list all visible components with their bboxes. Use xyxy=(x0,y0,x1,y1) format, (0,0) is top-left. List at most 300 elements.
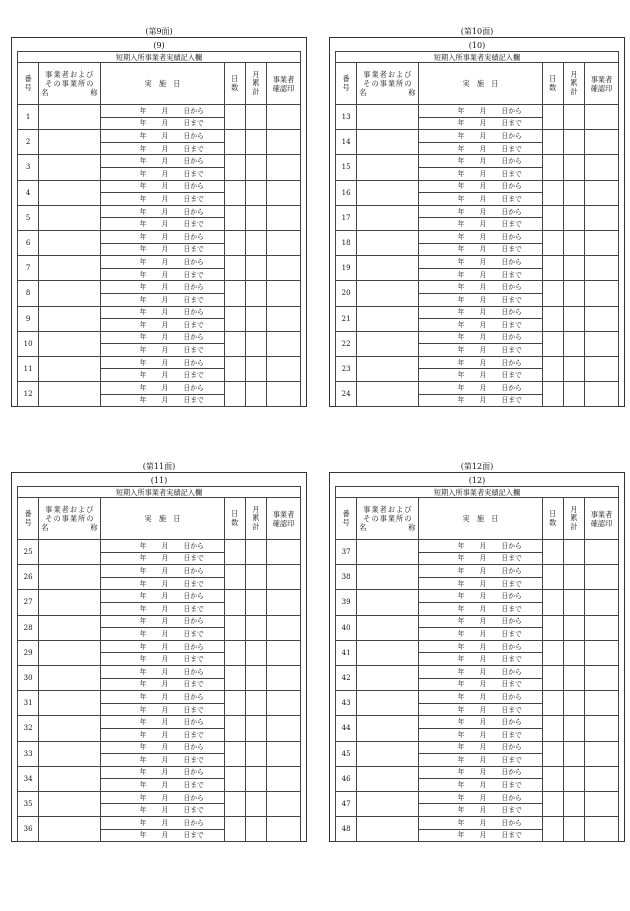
business-name-cell[interactable] xyxy=(357,382,419,407)
monthly-total-cell[interactable] xyxy=(563,691,584,716)
monthly-total-cell[interactable] xyxy=(563,382,584,407)
date-from-cell[interactable]: 年 月 日から xyxy=(101,281,224,294)
days-cell[interactable] xyxy=(224,256,245,281)
days-cell[interactable] xyxy=(224,766,245,791)
monthly-total-cell[interactable] xyxy=(245,665,266,690)
date-from-cell[interactable]: 年 月 日から xyxy=(419,306,542,319)
days-cell[interactable] xyxy=(542,615,563,640)
confirm-seal-cell[interactable] xyxy=(585,817,619,842)
monthly-total-cell[interactable] xyxy=(563,766,584,791)
date-to-cell[interactable]: 年 月 日まで xyxy=(101,779,224,792)
days-cell[interactable] xyxy=(542,791,563,816)
date-from-cell[interactable]: 年 月 日から xyxy=(101,306,224,319)
date-from-cell[interactable]: 年 月 日から xyxy=(101,817,224,830)
business-name-cell[interactable] xyxy=(39,356,101,381)
monthly-total-cell[interactable] xyxy=(563,640,584,665)
days-cell[interactable] xyxy=(542,130,563,155)
confirm-seal-cell[interactable] xyxy=(585,105,619,130)
days-cell[interactable] xyxy=(224,205,245,230)
monthly-total-cell[interactable] xyxy=(245,105,266,130)
date-from-cell[interactable]: 年 月 日から xyxy=(419,741,542,754)
business-name-cell[interactable] xyxy=(39,281,101,306)
days-cell[interactable] xyxy=(542,640,563,665)
date-to-cell[interactable]: 年 月 日まで xyxy=(101,319,224,332)
business-name-cell[interactable] xyxy=(39,331,101,356)
date-from-cell[interactable]: 年 月 日から xyxy=(101,766,224,779)
date-from-cell[interactable]: 年 月 日から xyxy=(419,130,542,143)
date-to-cell[interactable]: 年 月 日まで xyxy=(419,218,542,231)
days-cell[interactable] xyxy=(542,691,563,716)
confirm-seal-cell[interactable] xyxy=(585,665,619,690)
monthly-total-cell[interactable] xyxy=(563,180,584,205)
business-name-cell[interactable] xyxy=(357,306,419,331)
days-cell[interactable] xyxy=(224,356,245,381)
date-to-cell[interactable]: 年 月 日まで xyxy=(101,728,224,741)
date-from-cell[interactable]: 年 月 日から xyxy=(101,565,224,578)
monthly-total-cell[interactable] xyxy=(245,205,266,230)
monthly-total-cell[interactable] xyxy=(563,281,584,306)
date-from-cell[interactable]: 年 月 日から xyxy=(101,540,224,553)
business-name-cell[interactable] xyxy=(39,256,101,281)
business-name-cell[interactable] xyxy=(39,590,101,615)
date-from-cell[interactable]: 年 月 日から xyxy=(101,741,224,754)
business-name-cell[interactable] xyxy=(357,205,419,230)
date-to-cell[interactable]: 年 月 日まで xyxy=(101,344,224,357)
date-from-cell[interactable]: 年 月 日から xyxy=(419,540,542,553)
date-from-cell[interactable]: 年 月 日から xyxy=(419,230,542,243)
date-to-cell[interactable]: 年 月 日まで xyxy=(101,628,224,641)
date-from-cell[interactable]: 年 月 日から xyxy=(101,691,224,704)
date-from-cell[interactable]: 年 月 日から xyxy=(101,615,224,628)
date-to-cell[interactable]: 年 月 日まで xyxy=(101,369,224,382)
business-name-cell[interactable] xyxy=(357,540,419,565)
confirm-seal-cell[interactable] xyxy=(267,817,301,842)
days-cell[interactable] xyxy=(224,130,245,155)
days-cell[interactable] xyxy=(224,590,245,615)
confirm-seal-cell[interactable] xyxy=(267,791,301,816)
date-from-cell[interactable]: 年 月 日から xyxy=(419,331,542,344)
date-from-cell[interactable]: 年 月 日から xyxy=(101,130,224,143)
date-from-cell[interactable]: 年 月 日から xyxy=(419,590,542,603)
days-cell[interactable] xyxy=(542,540,563,565)
business-name-cell[interactable] xyxy=(357,105,419,130)
days-cell[interactable] xyxy=(224,540,245,565)
date-from-cell[interactable]: 年 月 日から xyxy=(419,256,542,269)
monthly-total-cell[interactable] xyxy=(563,306,584,331)
business-name-cell[interactable] xyxy=(357,180,419,205)
days-cell[interactable] xyxy=(224,281,245,306)
confirm-seal-cell[interactable] xyxy=(267,256,301,281)
monthly-total-cell[interactable] xyxy=(563,130,584,155)
date-to-cell[interactable]: 年 月 日まで xyxy=(101,754,224,767)
days-cell[interactable] xyxy=(542,741,563,766)
date-to-cell[interactable]: 年 月 日まで xyxy=(101,243,224,256)
confirm-seal-cell[interactable] xyxy=(585,615,619,640)
date-to-cell[interactable]: 年 月 日まで xyxy=(419,728,542,741)
days-cell[interactable] xyxy=(224,331,245,356)
business-name-cell[interactable] xyxy=(39,130,101,155)
date-from-cell[interactable]: 年 月 日から xyxy=(419,791,542,804)
confirm-seal-cell[interactable] xyxy=(267,766,301,791)
confirm-seal-cell[interactable] xyxy=(267,665,301,690)
date-to-cell[interactable]: 年 月 日まで xyxy=(101,602,224,615)
confirm-seal-cell[interactable] xyxy=(585,256,619,281)
date-to-cell[interactable]: 年 月 日まで xyxy=(101,142,224,155)
date-to-cell[interactable]: 年 月 日まで xyxy=(101,678,224,691)
confirm-seal-cell[interactable] xyxy=(585,590,619,615)
days-cell[interactable] xyxy=(542,205,563,230)
days-cell[interactable] xyxy=(224,817,245,842)
date-to-cell[interactable]: 年 月 日まで xyxy=(419,142,542,155)
confirm-seal-cell[interactable] xyxy=(267,306,301,331)
business-name-cell[interactable] xyxy=(357,716,419,741)
business-name-cell[interactable] xyxy=(357,155,419,180)
monthly-total-cell[interactable] xyxy=(563,205,584,230)
date-to-cell[interactable]: 年 月 日まで xyxy=(101,577,224,590)
confirm-seal-cell[interactable] xyxy=(585,205,619,230)
date-from-cell[interactable]: 年 月 日から xyxy=(101,356,224,369)
date-from-cell[interactable]: 年 月 日から xyxy=(419,105,542,118)
days-cell[interactable] xyxy=(224,741,245,766)
monthly-total-cell[interactable] xyxy=(245,331,266,356)
days-cell[interactable] xyxy=(542,306,563,331)
date-from-cell[interactable]: 年 月 日から xyxy=(101,640,224,653)
row-number: 28 xyxy=(18,615,39,640)
date-to-cell[interactable]: 年 月 日まで xyxy=(101,829,224,842)
days-cell[interactable] xyxy=(542,256,563,281)
days-cell[interactable] xyxy=(224,155,245,180)
monthly-total-cell[interactable] xyxy=(245,615,266,640)
date-to-cell[interactable]: 年 月 日まで xyxy=(419,268,542,281)
confirm-seal-cell[interactable] xyxy=(585,155,619,180)
date-from-cell[interactable]: 年 月 日から xyxy=(419,155,542,168)
business-name-cell[interactable] xyxy=(357,615,419,640)
row-number: 15 xyxy=(336,155,357,180)
business-name-cell[interactable] xyxy=(39,665,101,690)
date-to-cell[interactable]: 年 月 日まで xyxy=(101,193,224,206)
row-number: 2 xyxy=(18,130,39,155)
date-to-cell[interactable]: 年 月 日まで xyxy=(419,394,542,407)
date-from-cell[interactable]: 年 月 日から xyxy=(101,155,224,168)
monthly-total-cell[interactable] xyxy=(563,155,584,180)
date-to-cell[interactable]: 年 月 日まで xyxy=(101,804,224,817)
date-from-cell[interactable]: 年 月 日から xyxy=(101,791,224,804)
business-name-cell[interactable] xyxy=(39,817,101,842)
days-cell[interactable] xyxy=(542,331,563,356)
business-name-cell[interactable] xyxy=(39,766,101,791)
business-name-cell[interactable] xyxy=(357,691,419,716)
business-name-cell[interactable] xyxy=(39,540,101,565)
confirm-seal-cell[interactable] xyxy=(267,640,301,665)
business-name-cell[interactable] xyxy=(357,640,419,665)
confirm-seal-cell[interactable] xyxy=(585,540,619,565)
date-from-cell[interactable]: 年 月 日から xyxy=(101,665,224,678)
confirm-seal-cell[interactable] xyxy=(267,180,301,205)
confirm-seal-cell[interactable] xyxy=(267,691,301,716)
date-to-cell[interactable]: 年 月 日まで xyxy=(419,167,542,180)
date-from-cell[interactable]: 年 月 日から xyxy=(419,382,542,395)
days-cell[interactable] xyxy=(542,281,563,306)
monthly-total-cell[interactable] xyxy=(245,766,266,791)
monthly-total-cell[interactable] xyxy=(245,281,266,306)
business-name-cell[interactable] xyxy=(39,615,101,640)
monthly-total-cell[interactable] xyxy=(245,817,266,842)
days-cell[interactable] xyxy=(542,180,563,205)
business-name-cell[interactable] xyxy=(39,230,101,255)
date-to-cell[interactable]: 年 月 日まで xyxy=(101,293,224,306)
date-to-cell[interactable]: 年 月 日まで xyxy=(101,653,224,666)
monthly-total-cell[interactable] xyxy=(245,565,266,590)
date-from-cell[interactable]: 年 月 日から xyxy=(419,640,542,653)
days-cell[interactable] xyxy=(224,665,245,690)
business-name-cell[interactable] xyxy=(39,640,101,665)
days-cell[interactable] xyxy=(224,615,245,640)
date-to-cell[interactable]: 年 月 日まで xyxy=(419,779,542,792)
business-name-cell[interactable] xyxy=(39,306,101,331)
monthly-total-cell[interactable] xyxy=(563,230,584,255)
business-name-cell[interactable] xyxy=(39,716,101,741)
monthly-total-cell[interactable] xyxy=(245,306,266,331)
date-from-cell[interactable]: 年 月 日から xyxy=(101,590,224,603)
business-name-cell[interactable] xyxy=(39,691,101,716)
confirm-seal-cell[interactable] xyxy=(585,565,619,590)
row-number: 36 xyxy=(18,817,39,842)
days-cell[interactable] xyxy=(542,155,563,180)
header-days: 日数 xyxy=(542,63,563,105)
date-from-cell[interactable]: 年 月 日から xyxy=(419,716,542,729)
confirm-seal-cell[interactable] xyxy=(585,382,619,407)
business-name-cell[interactable] xyxy=(357,230,419,255)
confirm-seal-cell[interactable] xyxy=(267,565,301,590)
date-to-cell[interactable]: 年 月 日まで xyxy=(419,829,542,842)
confirm-seal-cell[interactable] xyxy=(267,741,301,766)
row-number: 21 xyxy=(336,306,357,331)
monthly-total-cell[interactable] xyxy=(563,540,584,565)
confirm-seal-cell[interactable] xyxy=(585,356,619,381)
header-dates: 実 施 日 xyxy=(419,498,542,540)
date-to-cell[interactable]: 年 月 日まで xyxy=(419,628,542,641)
monthly-total-cell[interactable] xyxy=(563,741,584,766)
confirm-seal-cell[interactable] xyxy=(267,105,301,130)
date-from-cell[interactable]: 年 月 日から xyxy=(419,665,542,678)
monthly-total-cell[interactable] xyxy=(245,256,266,281)
header-monthly-total: 月累計 xyxy=(563,498,584,540)
days-cell[interactable] xyxy=(224,791,245,816)
confirm-seal-cell[interactable] xyxy=(585,791,619,816)
business-name-cell[interactable] xyxy=(357,766,419,791)
monthly-total-cell[interactable] xyxy=(563,791,584,816)
date-to-cell[interactable]: 年 月 日まで xyxy=(101,394,224,407)
business-name-cell[interactable] xyxy=(39,180,101,205)
confirm-seal-cell[interactable] xyxy=(585,281,619,306)
date-to-cell[interactable]: 年 月 日まで xyxy=(101,218,224,231)
confirm-seal-cell[interactable] xyxy=(585,180,619,205)
confirm-seal-cell[interactable] xyxy=(267,615,301,640)
business-name-cell[interactable] xyxy=(357,791,419,816)
monthly-total-cell[interactable] xyxy=(245,180,266,205)
date-to-cell[interactable]: 年 月 日まで xyxy=(419,552,542,565)
date-to-cell[interactable]: 年 月 日まで xyxy=(419,577,542,590)
confirm-seal-cell[interactable] xyxy=(585,716,619,741)
days-cell[interactable] xyxy=(224,306,245,331)
confirm-seal-cell[interactable] xyxy=(267,540,301,565)
monthly-total-cell[interactable] xyxy=(245,130,266,155)
monthly-total-cell[interactable] xyxy=(245,791,266,816)
business-name-cell[interactable] xyxy=(357,356,419,381)
monthly-total-cell[interactable] xyxy=(563,590,584,615)
business-name-cell[interactable] xyxy=(39,741,101,766)
days-cell[interactable] xyxy=(224,105,245,130)
confirm-seal-cell[interactable] xyxy=(267,331,301,356)
confirm-seal-cell[interactable] xyxy=(585,306,619,331)
date-from-cell[interactable]: 年 月 日から xyxy=(419,205,542,218)
date-to-cell[interactable]: 年 月 日まで xyxy=(419,754,542,767)
business-name-cell[interactable] xyxy=(39,382,101,407)
date-from-cell[interactable]: 年 月 日から xyxy=(101,256,224,269)
header-monthly-total: 月累計 xyxy=(563,63,584,105)
monthly-total-cell[interactable] xyxy=(245,741,266,766)
date-to-cell[interactable]: 年 月 日まで xyxy=(101,552,224,565)
confirm-seal-cell[interactable] xyxy=(267,155,301,180)
date-from-cell[interactable]: 年 月 日から xyxy=(101,382,224,395)
days-cell[interactable] xyxy=(542,716,563,741)
date-to-cell[interactable]: 年 月 日まで xyxy=(101,268,224,281)
monthly-total-cell[interactable] xyxy=(563,716,584,741)
confirm-seal-cell[interactable] xyxy=(585,230,619,255)
date-to-cell[interactable]: 年 月 日まで xyxy=(419,344,542,357)
confirm-seal-cell[interactable] xyxy=(267,281,301,306)
business-name-cell[interactable] xyxy=(357,817,419,842)
date-from-cell[interactable]: 年 月 日から xyxy=(101,230,224,243)
monthly-total-cell[interactable] xyxy=(563,331,584,356)
monthly-total-cell[interactable] xyxy=(245,540,266,565)
days-cell[interactable] xyxy=(542,356,563,381)
business-name-cell[interactable] xyxy=(39,205,101,230)
confirm-seal-cell[interactable] xyxy=(267,356,301,381)
date-from-cell[interactable]: 年 月 日から xyxy=(419,766,542,779)
monthly-total-cell[interactable] xyxy=(563,356,584,381)
days-cell[interactable] xyxy=(224,230,245,255)
business-name-cell[interactable] xyxy=(39,791,101,816)
monthly-total-cell[interactable] xyxy=(245,590,266,615)
date-to-cell[interactable]: 年 月 日まで xyxy=(419,703,542,716)
days-cell[interactable] xyxy=(224,382,245,407)
confirm-seal-cell[interactable] xyxy=(585,331,619,356)
days-cell[interactable] xyxy=(542,230,563,255)
monthly-total-cell[interactable] xyxy=(245,382,266,407)
days-cell[interactable] xyxy=(542,565,563,590)
business-name-cell[interactable] xyxy=(39,155,101,180)
monthly-total-cell[interactable] xyxy=(563,105,584,130)
monthly-total-cell[interactable] xyxy=(563,665,584,690)
business-name-cell[interactable] xyxy=(357,565,419,590)
monthly-total-cell[interactable] xyxy=(245,691,266,716)
date-from-cell[interactable]: 年 月 日から xyxy=(419,817,542,830)
monthly-total-cell[interactable] xyxy=(563,615,584,640)
business-name-cell[interactable] xyxy=(39,105,101,130)
confirm-seal-cell[interactable] xyxy=(585,130,619,155)
days-cell[interactable] xyxy=(542,105,563,130)
row-number: 3 xyxy=(18,155,39,180)
days-cell[interactable] xyxy=(224,640,245,665)
date-to-cell[interactable]: 年 月 日まで xyxy=(419,319,542,332)
confirm-seal-cell[interactable] xyxy=(267,590,301,615)
days-cell[interactable] xyxy=(542,665,563,690)
date-from-cell[interactable]: 年 月 日から xyxy=(101,331,224,344)
monthly-total-cell[interactable] xyxy=(245,356,266,381)
days-cell[interactable] xyxy=(542,590,563,615)
monthly-total-cell[interactable] xyxy=(245,716,266,741)
date-from-cell[interactable]: 年 月 日から xyxy=(419,356,542,369)
date-to-cell[interactable]: 年 月 日まで xyxy=(101,703,224,716)
days-cell[interactable] xyxy=(224,565,245,590)
date-to-cell[interactable]: 年 月 日まで xyxy=(419,193,542,206)
date-from-cell[interactable]: 年 月 日から xyxy=(101,716,224,729)
confirm-seal-cell[interactable] xyxy=(267,230,301,255)
confirm-seal-cell[interactable] xyxy=(267,716,301,741)
row-number: 11 xyxy=(18,356,39,381)
days-cell[interactable] xyxy=(542,817,563,842)
business-name-cell[interactable] xyxy=(357,665,419,690)
date-from-cell[interactable]: 年 月 日から xyxy=(419,615,542,628)
business-name-cell[interactable] xyxy=(39,565,101,590)
confirm-seal-cell[interactable] xyxy=(267,205,301,230)
date-to-cell[interactable]: 年 月 日まで xyxy=(419,653,542,666)
date-from-cell[interactable]: 年 月 日から xyxy=(419,281,542,294)
date-to-cell[interactable]: 年 月 日まで xyxy=(419,602,542,615)
monthly-total-cell[interactable] xyxy=(245,155,266,180)
confirm-seal-cell[interactable] xyxy=(267,382,301,407)
business-name-cell[interactable] xyxy=(357,256,419,281)
business-name-cell[interactable] xyxy=(357,331,419,356)
monthly-total-cell[interactable] xyxy=(563,817,584,842)
date-to-cell[interactable]: 年 月 日まで xyxy=(419,369,542,382)
business-name-cell[interactable] xyxy=(357,741,419,766)
days-cell[interactable] xyxy=(224,180,245,205)
row-number: 22 xyxy=(336,331,357,356)
confirm-seal-cell[interactable] xyxy=(585,640,619,665)
date-to-cell[interactable]: 年 月 日まで xyxy=(101,167,224,180)
business-name-cell[interactable] xyxy=(357,130,419,155)
confirm-seal-cell[interactable] xyxy=(585,741,619,766)
date-from-cell[interactable]: 年 月 日から xyxy=(101,105,224,118)
monthly-total-cell[interactable] xyxy=(245,230,266,255)
monthly-total-cell[interactable] xyxy=(245,640,266,665)
monthly-total-cell[interactable] xyxy=(563,256,584,281)
days-cell[interactable] xyxy=(224,716,245,741)
confirm-seal-cell[interactable] xyxy=(585,766,619,791)
date-from-cell[interactable]: 年 月 日から xyxy=(101,180,224,193)
business-name-cell[interactable] xyxy=(357,281,419,306)
days-cell[interactable] xyxy=(224,691,245,716)
date-to-cell[interactable]: 年 月 日まで xyxy=(419,117,542,130)
date-from-cell[interactable]: 年 月 日から xyxy=(101,205,224,218)
date-to-cell[interactable]: 年 月 日まで xyxy=(419,293,542,306)
date-to-cell[interactable]: 年 月 日まで xyxy=(419,678,542,691)
confirm-seal-cell[interactable] xyxy=(267,130,301,155)
days-cell[interactable] xyxy=(542,382,563,407)
confirm-seal-cell[interactable] xyxy=(585,691,619,716)
days-cell[interactable] xyxy=(542,766,563,791)
monthly-total-cell[interactable] xyxy=(563,565,584,590)
date-to-cell[interactable]: 年 月 日まで xyxy=(419,243,542,256)
date-to-cell[interactable]: 年 月 日まで xyxy=(419,804,542,817)
date-to-cell[interactable]: 年 月 日まで xyxy=(101,117,224,130)
business-name-cell[interactable] xyxy=(357,590,419,615)
date-from-cell[interactable]: 年 月 日から xyxy=(419,691,542,704)
date-from-cell[interactable]: 年 月 日から xyxy=(419,565,542,578)
date-from-cell[interactable]: 年 月 日から xyxy=(419,180,542,193)
